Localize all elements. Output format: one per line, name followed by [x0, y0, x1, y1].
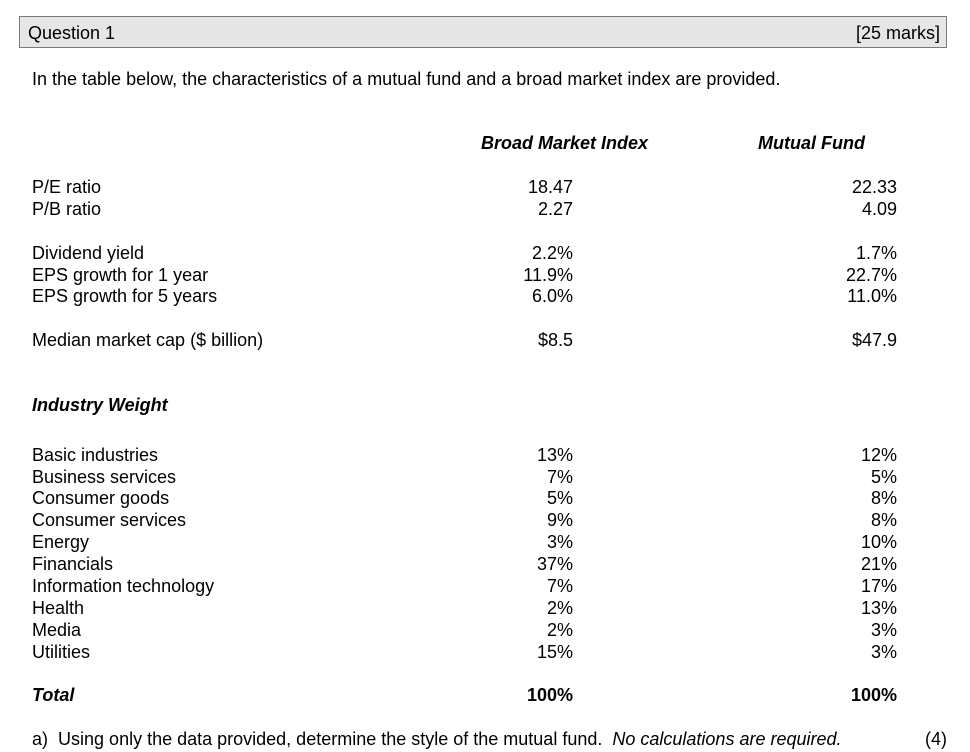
table-row [0, 176, 970, 198]
fund-value: 4.09 [861, 199, 897, 219]
total-row [0, 684, 970, 706]
question-prefix: a) [32, 729, 49, 749]
row-label: Dividend yield [32, 243, 145, 263]
index-value: 11.9% [523, 265, 573, 285]
fund-value: 3% [870, 642, 897, 662]
question-text: Using only the data provided, determine the style of the mutual fund. [58, 729, 603, 749]
index-value: $8.5 [537, 330, 573, 350]
column-header-fund: Mutual Fund [758, 133, 865, 153]
index-value: 2% [546, 620, 573, 640]
row-label: Median market cap ($ billion) [32, 330, 264, 350]
table-row [0, 553, 970, 575]
row-label: Consumer services [32, 510, 187, 530]
fund-value: 8% [870, 488, 897, 508]
row-label: Business services [32, 467, 177, 487]
index-value: 18.47 [527, 177, 573, 197]
question-note: No calculations are required. [612, 729, 842, 749]
table-row [0, 597, 970, 619]
index-value: 37% [536, 554, 573, 574]
row-label: Financials [32, 554, 114, 574]
table-row [0, 509, 970, 531]
row-label: Utilities [32, 642, 91, 662]
total-fund-value: 100% [850, 685, 897, 705]
fund-value: 3% [870, 620, 897, 640]
row-label: Energy [32, 532, 90, 552]
question-marks: [25 marks] [855, 23, 940, 43]
fund-value: 12% [860, 445, 897, 465]
fund-value: 11.0% [847, 286, 897, 306]
row-label: EPS growth for 1 year [32, 265, 209, 285]
table-row [0, 198, 970, 220]
index-value: 7% [546, 467, 573, 487]
question-a [32, 729, 947, 750]
fund-value: 8% [870, 510, 897, 530]
row-label: Basic industries [32, 445, 159, 465]
table-row [0, 641, 970, 663]
index-value: 13% [536, 445, 573, 465]
intro-text: In the table below, the characteristics of a mutual fund and a broad market index are provided. [32, 69, 781, 89]
question-header [19, 16, 947, 48]
table-row [0, 444, 970, 466]
fund-value: 17% [860, 576, 897, 596]
table-row [0, 531, 970, 553]
table-row [0, 329, 970, 351]
index-value: 2% [546, 598, 573, 618]
table-row [0, 285, 970, 307]
index-value: 6.0% [531, 286, 573, 306]
fund-value: 22.33 [851, 177, 897, 197]
industry-heading: Industry Weight [32, 395, 168, 415]
fund-value: 5% [870, 467, 897, 487]
fund-value: 22.7% [845, 265, 897, 285]
row-label: P/E ratio [32, 177, 102, 197]
row-label: P/B ratio [32, 199, 102, 219]
column-header-index: Broad Market Index [481, 133, 649, 153]
fund-value: 1.7% [855, 243, 897, 263]
fund-value: 10% [860, 532, 897, 552]
row-label: Health [32, 598, 85, 618]
table-row [0, 242, 970, 264]
index-value: 15% [536, 642, 573, 662]
table-row [0, 575, 970, 597]
table-row [0, 487, 970, 509]
question-title: Question 1 [28, 23, 116, 43]
index-value: 2.27 [537, 199, 573, 219]
table-row [0, 466, 970, 488]
question-marks-value: (4) [925, 729, 947, 749]
fund-value: $47.9 [851, 330, 897, 350]
table-row [0, 264, 970, 286]
row-label: Media [32, 620, 82, 640]
table-row [0, 619, 970, 641]
total-label: Total [32, 685, 75, 705]
row-label: EPS growth for 5 years [32, 286, 218, 306]
fund-value: 21% [860, 554, 897, 574]
total-index-value: 100% [526, 685, 573, 705]
fund-value: 13% [860, 598, 897, 618]
row-label: Consumer goods [32, 488, 170, 508]
index-value: 3% [546, 532, 573, 552]
index-value: 9% [546, 510, 573, 530]
index-value: 7% [546, 576, 573, 596]
row-label: Information technology [32, 576, 215, 596]
index-value: 5% [546, 488, 573, 508]
index-value: 2.2% [531, 243, 573, 263]
